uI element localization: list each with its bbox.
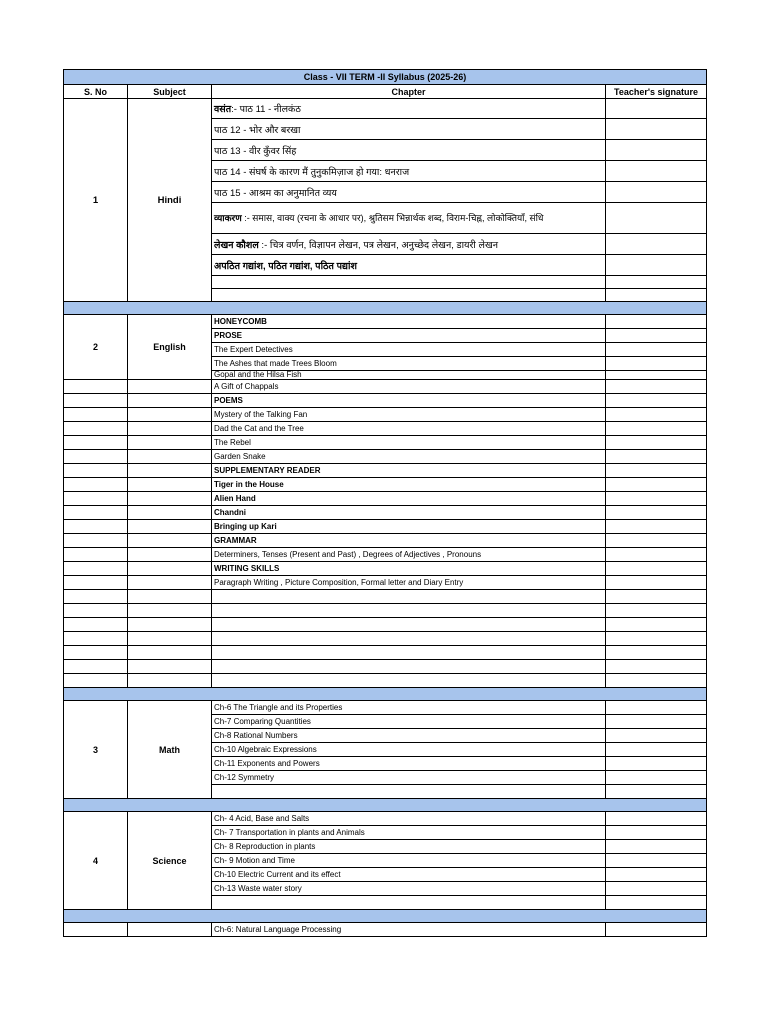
signature-cell[interactable]: [606, 520, 707, 534]
table-row: [64, 548, 707, 562]
chapter-cell: Paragraph Writing , Picture Composition, Formal letter and Diary Entry: [212, 576, 606, 590]
table-row: [64, 576, 707, 590]
title-row: [64, 70, 707, 85]
chapter-cell: Ch-6: Natural Language Processing: [212, 923, 606, 937]
table-row: [64, 534, 707, 548]
section-separator: [64, 302, 707, 315]
signature-cell[interactable]: [606, 660, 707, 674]
signature-cell[interactable]: [606, 785, 707, 799]
signature-cell[interactable]: [606, 715, 707, 729]
chapter-cell: Tiger in the House: [212, 478, 606, 492]
sno-cell: 3: [64, 701, 128, 799]
header-row: [64, 85, 707, 99]
chapter-heading: व्याकरण: [214, 213, 242, 223]
table-row: [64, 394, 707, 408]
chapter-cell: Garden Snake: [212, 450, 606, 464]
chapter-cell: Ch-7 Comparing Quantities: [212, 715, 606, 729]
signature-cell[interactable]: [606, 234, 707, 255]
table-row: [64, 315, 707, 329]
signature-cell[interactable]: [606, 371, 707, 380]
signature-cell[interactable]: [606, 590, 707, 604]
signature-cell[interactable]: [606, 315, 707, 329]
chapter-heading: लेखन कौशल: [214, 239, 259, 251]
chapter-heading: वसंत: [214, 104, 232, 115]
section-separator: [64, 910, 707, 923]
chapter-text: :- समास, वाक्य (रचना के आधार पर), श्रुतिसम भिन्नार्थक शब्द, विराम-चिह्न, लोकोक्तियाँ, संधि: [241, 213, 544, 223]
chapter-cell: [212, 276, 606, 289]
table-row: [64, 422, 707, 436]
table-row: [64, 380, 707, 394]
table-row: [64, 590, 707, 604]
signature-cell[interactable]: [606, 771, 707, 785]
subject-cell: Science: [128, 812, 212, 910]
chapter-cell: A Gift of Chappals: [212, 380, 606, 394]
table-row: [64, 646, 707, 660]
subject-cell: English: [128, 315, 212, 380]
chapter-cell: Ch-11 Exponents and Powers: [212, 757, 606, 771]
signature-cell[interactable]: [606, 394, 707, 408]
chapter-cell: Mystery of the Talking Fan: [212, 408, 606, 422]
signature-cell[interactable]: [606, 357, 707, 371]
signature-cell[interactable]: [606, 604, 707, 618]
table-row: [64, 604, 707, 618]
chapter-text: :- पाठ 11 - नीलकंठ: [231, 104, 301, 115]
chapter-cell: Ch-8 Rational Numbers: [212, 729, 606, 743]
signature-cell[interactable]: [606, 632, 707, 646]
table-row: [64, 506, 707, 520]
signature-cell[interactable]: [606, 161, 707, 182]
signature-cell[interactable]: [606, 99, 707, 119]
signature-cell[interactable]: [606, 182, 707, 203]
chapter-cell: Ch-13 Waste water story: [212, 882, 606, 896]
table-row: [64, 408, 707, 422]
signature-cell[interactable]: [606, 576, 707, 590]
table-row: [64, 674, 707, 688]
chapter-cell: Ch- 4 Acid, Base and Salts: [212, 812, 606, 826]
chapter-cell: [212, 161, 606, 182]
table-row: [64, 562, 707, 576]
table-row: [64, 701, 707, 715]
signature-cell[interactable]: [606, 203, 707, 234]
chapter-cell: The Rebel: [212, 436, 606, 450]
signature-cell[interactable]: [606, 276, 707, 289]
chapter-heading: अपठित गद्यांश, पठित गद्यांश, पठित पद्यांश: [214, 260, 357, 272]
chapter-text: पाठ 15 - आश्रम का अनुमानित व्यय: [214, 187, 337, 199]
header-chapter: Chapter: [212, 85, 606, 99]
chapter-text: पाठ 14 - संघर्ष के कारण मैं तुनुकमिज़ाज हो गया: धनराज: [214, 166, 410, 178]
chapter-cell: [212, 289, 606, 302]
header-subject: Subject: [128, 85, 212, 99]
header-sno: S. No: [64, 85, 128, 99]
signature-cell[interactable]: [606, 923, 707, 937]
chapter-cell: [212, 674, 606, 688]
chapter-cell: HONEYCOMB: [212, 315, 606, 329]
chapter-cell: [212, 785, 606, 799]
signature-cell[interactable]: [606, 757, 707, 771]
chapter-cell: [212, 234, 606, 255]
signature-cell[interactable]: [606, 408, 707, 422]
signature-cell[interactable]: [606, 492, 707, 506]
signature-cell[interactable]: [606, 618, 707, 632]
subject-cell: Hindi: [128, 99, 212, 302]
chapter-cell: [212, 140, 606, 161]
signature-cell[interactable]: [606, 826, 707, 840]
sno-cell: 2: [64, 315, 128, 380]
signature-cell[interactable]: [606, 896, 707, 910]
signature-cell[interactable]: [606, 562, 707, 576]
chapter-cell: [212, 255, 606, 276]
table-row: [64, 520, 707, 534]
signature-cell[interactable]: [606, 534, 707, 548]
signature-cell[interactable]: [606, 464, 707, 478]
syllabus-sheet: [63, 69, 706, 937]
chapter-text: :- चित्र वर्णन, विज्ञापन लेखन, पत्र लेखन, अनुच्छेद लेखन, डायरी लेखन: [258, 239, 499, 251]
table-row: [64, 632, 707, 646]
chapter-cell: [212, 99, 606, 119]
section-separator: [64, 799, 707, 812]
chapter-cell: The Expert Detectives: [212, 343, 606, 357]
signature-cell[interactable]: [606, 380, 707, 394]
table-row: [64, 450, 707, 464]
signature-cell[interactable]: [606, 840, 707, 854]
syllabus-body: [64, 70, 707, 937]
chapter-cell: Alien Hand: [212, 492, 606, 506]
signature-cell[interactable]: [606, 140, 707, 161]
signature-cell[interactable]: [606, 548, 707, 562]
table-row: [64, 99, 707, 119]
chapter-cell: [212, 660, 606, 674]
chapter-cell: Bringing up Kari: [212, 520, 606, 534]
signature-cell[interactable]: [606, 436, 707, 450]
signature-cell[interactable]: [606, 854, 707, 868]
chapter-cell: Ch- 8 Reproduction in plants: [212, 840, 606, 854]
chapter-cell: [212, 203, 606, 234]
table-row: [64, 464, 707, 478]
table-row: [64, 923, 707, 937]
chapter-cell: Ch-10 Algebraic Expressions: [212, 743, 606, 757]
signature-cell[interactable]: [606, 729, 707, 743]
chapter-cell: Ch-6 The Triangle and its Properties: [212, 701, 606, 715]
chapter-text: पाठ 12 - भोर और बरखा: [214, 124, 301, 136]
table-row: [64, 478, 707, 492]
chapter-cell: [212, 632, 606, 646]
signature-cell[interactable]: [606, 646, 707, 660]
chapter-cell: [212, 119, 606, 140]
signature-cell[interactable]: [606, 343, 707, 357]
chapter-cell: Chandni: [212, 506, 606, 520]
sno-cell: 4: [64, 812, 128, 910]
signature-cell[interactable]: [606, 812, 707, 826]
table-row: [64, 812, 707, 826]
syllabus-table: [63, 69, 707, 937]
chapter-cell: Ch-10 Electric Current and its effect: [212, 868, 606, 882]
chapter-text: पाठ 13 - वीर कुँवर सिंह: [214, 145, 297, 157]
chapter-cell: Gopal and the Hilsa Fish: [212, 371, 606, 380]
chapter-cell: SUPPLEMENTARY READER: [212, 464, 606, 478]
subject-cell: Math: [128, 701, 212, 799]
chapter-cell: PROSE: [212, 329, 606, 343]
signature-cell[interactable]: [606, 255, 707, 276]
signature-cell[interactable]: [606, 289, 707, 302]
section-separator: [64, 688, 707, 701]
chapter-cell: Determiners, Tenses (Present and Past) , Degrees of Adjectives , Pronouns: [212, 548, 606, 562]
chapter-cell: [212, 896, 606, 910]
table-row: [64, 660, 707, 674]
chapter-cell: [212, 646, 606, 660]
signature-cell[interactable]: [606, 450, 707, 464]
chapter-cell: Ch- 9 Motion and Time: [212, 854, 606, 868]
sheet-title: Class - VII TERM -II Syllabus (2025-26): [64, 70, 707, 85]
chapter-cell: [212, 604, 606, 618]
signature-cell[interactable]: [606, 701, 707, 715]
signature-cell[interactable]: [606, 478, 707, 492]
sno-cell: 1: [64, 99, 128, 302]
chapter-cell: Ch-12 Symmetry: [212, 771, 606, 785]
signature-cell[interactable]: [606, 329, 707, 343]
chapter-cell: [212, 590, 606, 604]
chapter-cell: Ch- 7 Transportation in plants and Animals: [212, 826, 606, 840]
chapter-cell: GRAMMAR: [212, 534, 606, 548]
chapter-cell: WRITING SKILLS: [212, 562, 606, 576]
table-row: [64, 618, 707, 632]
signature-cell[interactable]: [606, 882, 707, 896]
signature-cell[interactable]: [606, 868, 707, 882]
chapter-cell: POEMS: [212, 394, 606, 408]
chapter-cell: Dad the Cat and the Tree: [212, 422, 606, 436]
chapter-cell: [212, 182, 606, 203]
signature-cell[interactable]: [606, 422, 707, 436]
signature-cell[interactable]: [606, 743, 707, 757]
chapter-cell: [212, 618, 606, 632]
signature-cell[interactable]: [606, 674, 707, 688]
signature-cell[interactable]: [606, 119, 707, 140]
table-row: [64, 492, 707, 506]
signature-cell[interactable]: [606, 506, 707, 520]
header-signature: Teacher's signature: [606, 85, 707, 99]
chapter-cell: The Ashes that made Trees Bloom: [212, 357, 606, 371]
table-row: [64, 436, 707, 450]
